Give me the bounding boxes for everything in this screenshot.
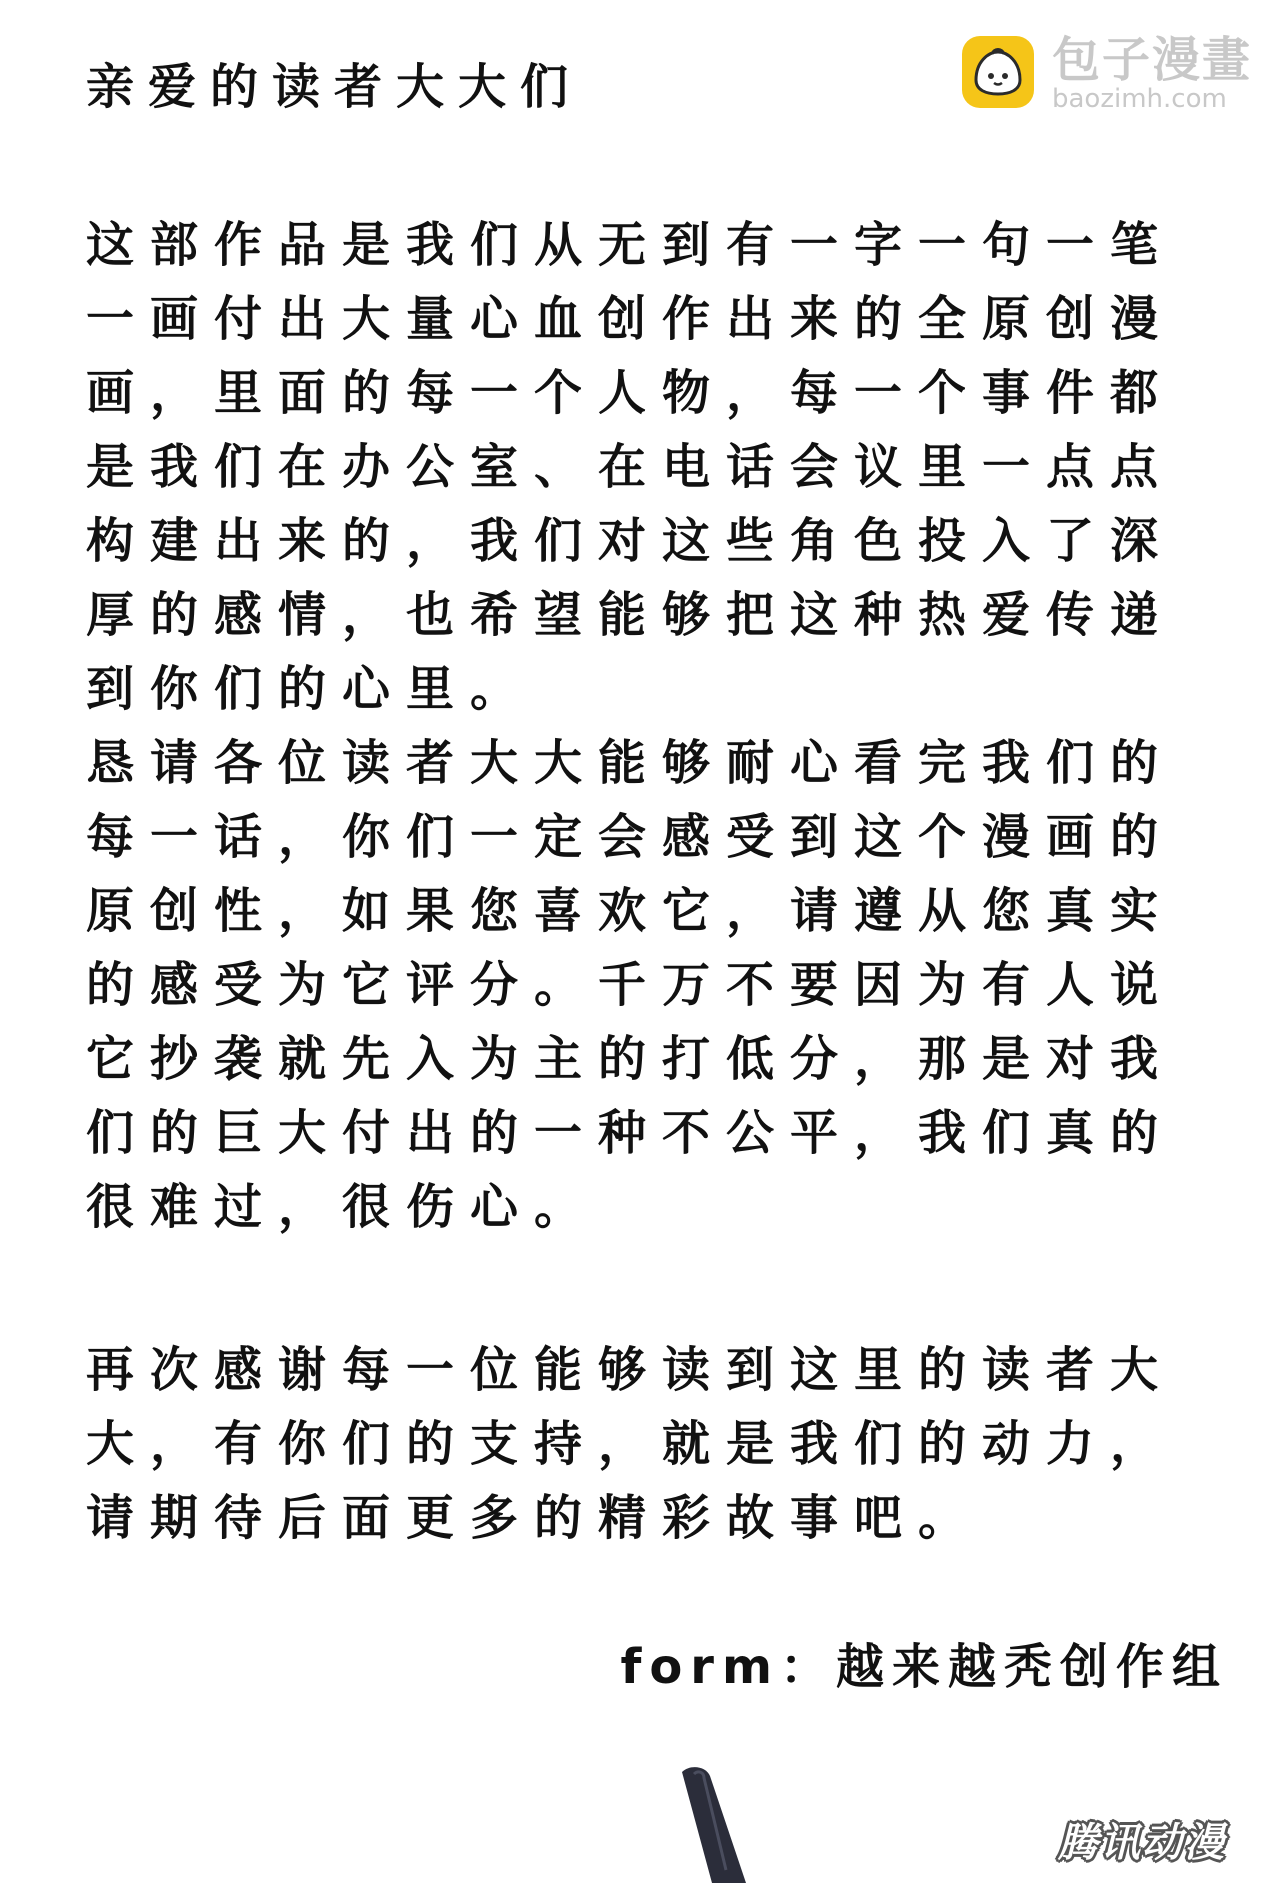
text-line: 每一话，你们一定会感受到这个漫画的 bbox=[86, 809, 1175, 865]
text-line: 这部作品是我们从无到有一字一句一笔 bbox=[86, 217, 1175, 273]
text-line: 它抄袭就先入为主的打低分，那是对我 bbox=[86, 1031, 1175, 1087]
paragraph-1 bbox=[86, 208, 1206, 1244]
text-line: 厚的感情，也希望能够把这种热爱传递 bbox=[86, 587, 1175, 643]
text-line: 一画付出大量心血创作出来的全原创漫 bbox=[86, 291, 1175, 347]
signature: form：越来越秃创作组 bbox=[620, 1639, 1228, 1695]
pen-stroke-icon bbox=[660, 1760, 780, 1883]
text-line: 的感受为它评分。千万不要因为有人说 bbox=[86, 957, 1175, 1013]
text-line: 大，有你们的支持，就是我们的动力， bbox=[86, 1416, 1175, 1472]
bottom-logo: 腾讯动漫 bbox=[1058, 1820, 1226, 1866]
watermark-url: baozimh.com bbox=[1052, 84, 1227, 114]
text-line: 请期待后面更多的精彩故事吧。 bbox=[86, 1490, 983, 1546]
text-line: 是我们在办公室、在电话会议里一点点 bbox=[86, 439, 1175, 495]
text-line: 构建出来的，我们对这些角色投入了深 bbox=[86, 513, 1175, 569]
text-line: 画，里面的每一个人物，每一个事件都 bbox=[86, 365, 1175, 421]
text-line: 到你们的心里。 bbox=[86, 661, 535, 717]
greeting: 亲爱的读者大大们 bbox=[86, 59, 583, 115]
paragraph-2 bbox=[86, 1333, 1206, 1555]
text-line: 很难过，很伤心。 bbox=[86, 1179, 599, 1235]
watermark-title: 包子漫畫 bbox=[1052, 32, 1253, 88]
text-line: 恳请各位读者大大能够耐心看完我们的 bbox=[86, 735, 1175, 791]
text-line: 再次感谢每一位能够读到这里的读者大 bbox=[86, 1342, 1175, 1398]
text-line: 原创性，如果您喜欢它，请遵从您真实 bbox=[86, 883, 1175, 939]
text-line: 们的巨大付出的一种不公平，我们真的 bbox=[86, 1105, 1175, 1161]
